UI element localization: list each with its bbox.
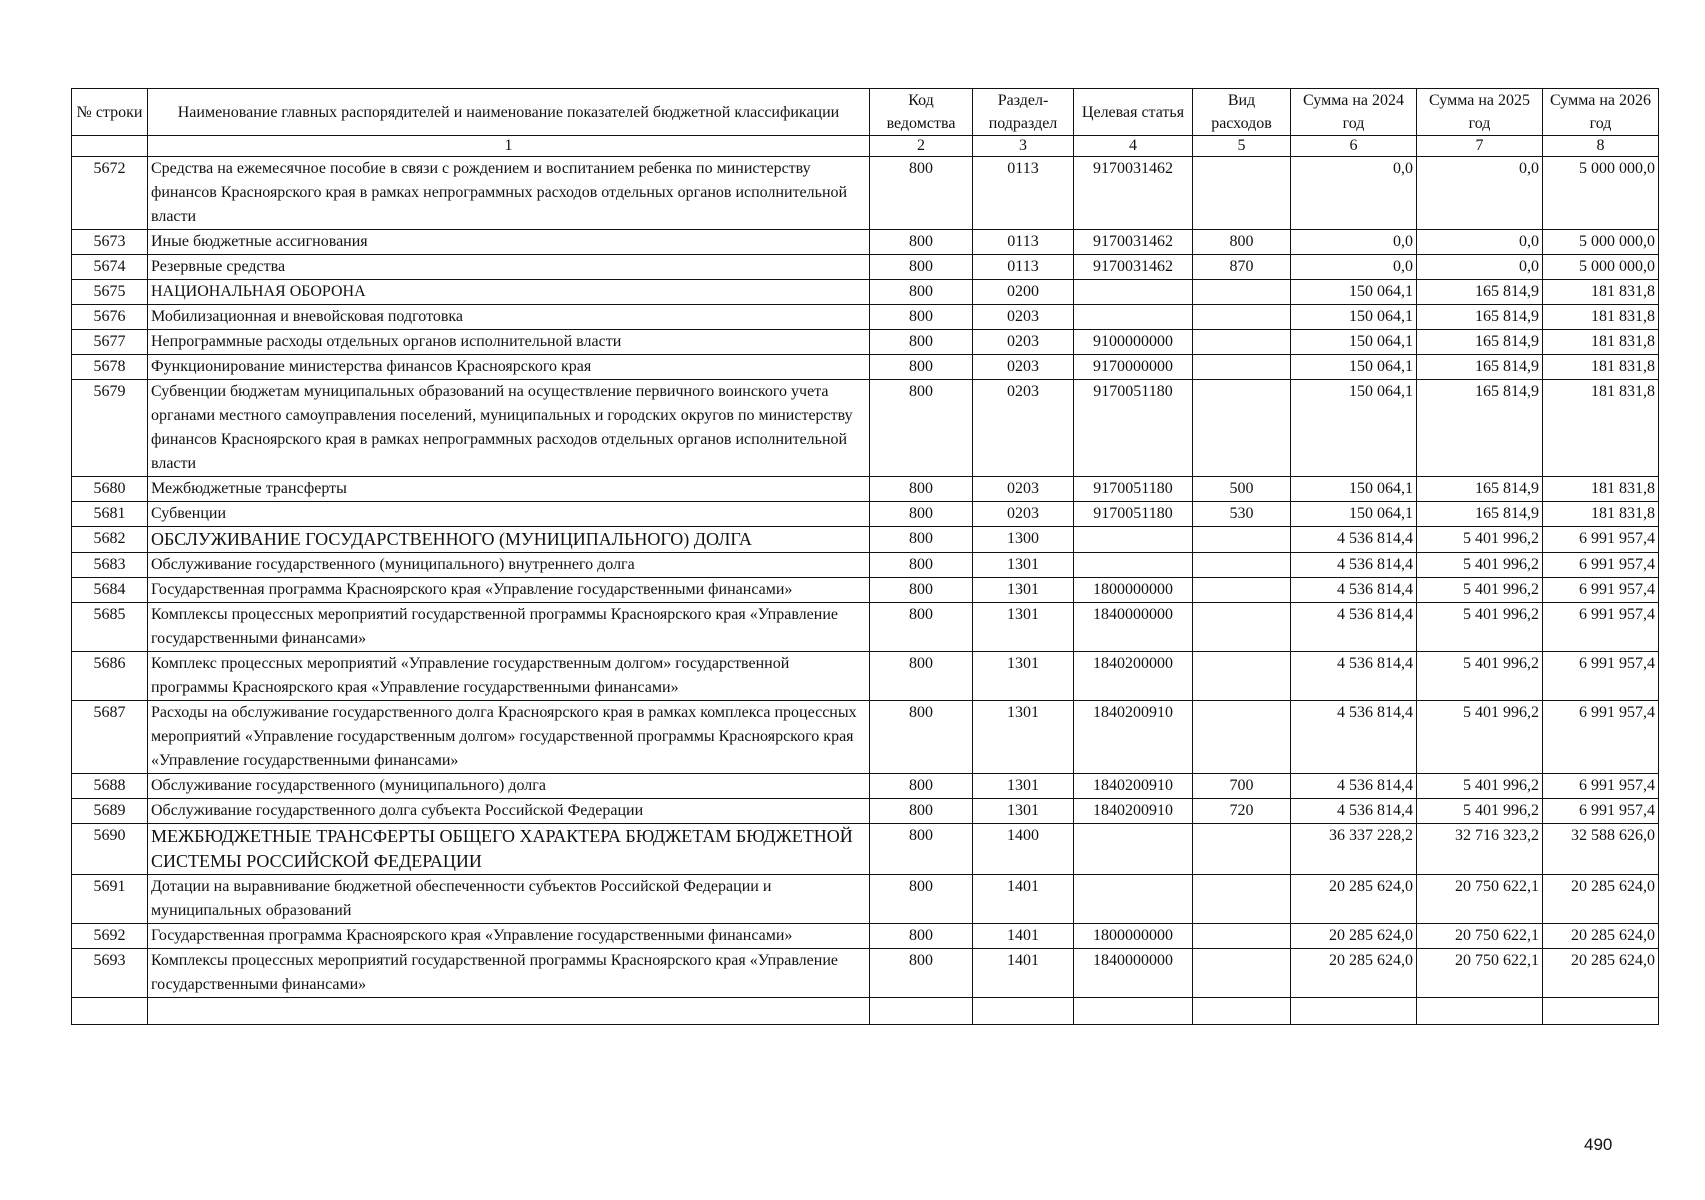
row-number-cell: 5690 <box>72 824 148 875</box>
sum-2024-cell: 0,0 <box>1291 255 1417 280</box>
row-name-cell: Комплекс процессных мероприятий «Управление государственным долгом» государственной программы Красноярского края «Управление государственными финансами» <box>148 652 870 701</box>
sum-2024-cell: 150 064,1 <box>1291 280 1417 305</box>
section-cell: 0113 <box>973 157 1074 230</box>
table-row <box>72 330 1659 355</box>
sum-2025-cell: 165 814,9 <box>1417 477 1543 502</box>
table-row <box>72 380 1659 477</box>
row-name-cell: Расходы на обслуживание государственного долга Красноярского края в рамках комплекса процессных мероприятий «Управление государственным долгом» государственной программы Красноярского края «Управление государственными финансами» <box>148 701 870 774</box>
column-number: 8 <box>1543 136 1659 157</box>
sum-2025-cell: 5 401 996,2 <box>1417 799 1543 824</box>
row-number-cell: 5678 <box>72 355 148 380</box>
column-number: 4 <box>1074 136 1193 157</box>
row-name-cell: Обслуживание государственного долга субъекта Российской Федерации <box>148 799 870 824</box>
section-cell: 0200 <box>973 280 1074 305</box>
row-name-cell: Государственная программа Красноярского края «Управление государственными финансами» <box>148 578 870 603</box>
row-name-cell: Средства на ежемесячное пособие в связи с рождением и воспитанием ребенка по министерству финансов Красноярского края в рамках непрограммных расходов отдельных органов исполнительной власти <box>148 157 870 230</box>
section-cell: 1301 <box>973 553 1074 578</box>
row-number-cell: 5688 <box>72 774 148 799</box>
row-number-cell: 5684 <box>72 578 148 603</box>
target-cell: 9170051180 <box>1074 380 1193 477</box>
target-cell <box>1074 305 1193 330</box>
dept-code-cell: 800 <box>870 355 973 380</box>
row-number-cell: 5681 <box>72 502 148 527</box>
table-row <box>72 701 1659 774</box>
row-name-cell: Обслуживание государственного (муниципального) долга <box>148 774 870 799</box>
exp-type-cell <box>1193 280 1291 305</box>
sum-2024-cell: 4 536 814,4 <box>1291 799 1417 824</box>
sum-2026-cell: 6 991 957,4 <box>1543 578 1659 603</box>
exp-type-cell <box>1193 157 1291 230</box>
sum-2024-cell: 4 536 814,4 <box>1291 553 1417 578</box>
section-cell: 0113 <box>973 255 1074 280</box>
sum-2026-cell: 181 831,8 <box>1543 280 1659 305</box>
column-number: 7 <box>1417 136 1543 157</box>
sum-2025-cell: 165 814,9 <box>1417 380 1543 477</box>
filler-cell <box>1543 998 1659 1025</box>
sum-2026-cell: 181 831,8 <box>1543 355 1659 380</box>
dept-code-cell: 800 <box>870 799 973 824</box>
table-row <box>72 875 1659 924</box>
header-row <box>72 89 1659 136</box>
section-cell: 0203 <box>973 380 1074 477</box>
target-cell: 9170000000 <box>1074 355 1193 380</box>
table-row <box>72 824 1659 875</box>
table-row <box>72 578 1659 603</box>
exp-type-cell <box>1193 355 1291 380</box>
target-cell: 9170051180 <box>1074 502 1193 527</box>
sum-2026-cell: 5 000 000,0 <box>1543 157 1659 230</box>
row-name-cell: Комплексы процессных мероприятий государственной программы Красноярского края «Управление государственными финансами» <box>148 949 870 998</box>
filler-cell <box>1193 998 1291 1025</box>
exp-type-cell: 870 <box>1193 255 1291 280</box>
header-sum-2026: Сумма на 2026 год <box>1543 89 1659 136</box>
table-row <box>72 553 1659 578</box>
header-row-no: № строки <box>72 89 148 136</box>
row-number-cell: 5689 <box>72 799 148 824</box>
table-row <box>72 230 1659 255</box>
row-number-cell: 5685 <box>72 603 148 652</box>
table-row <box>72 924 1659 949</box>
sum-2025-cell: 165 814,9 <box>1417 330 1543 355</box>
exp-type-cell <box>1193 652 1291 701</box>
sum-2025-cell: 32 716 323,2 <box>1417 824 1543 875</box>
sum-2025-cell: 165 814,9 <box>1417 305 1543 330</box>
target-cell: 9170031462 <box>1074 157 1193 230</box>
sum-2025-cell: 5 401 996,2 <box>1417 553 1543 578</box>
section-cell: 0113 <box>973 230 1074 255</box>
sum-2024-cell: 4 536 814,4 <box>1291 774 1417 799</box>
table-row <box>72 652 1659 701</box>
exp-type-cell <box>1193 527 1291 553</box>
target-cell <box>1074 875 1193 924</box>
dept-code-cell: 800 <box>870 305 973 330</box>
dept-code-cell: 800 <box>870 477 973 502</box>
filler-cell <box>1417 998 1543 1025</box>
exp-type-cell: 530 <box>1193 502 1291 527</box>
sum-2025-cell: 20 750 622,1 <box>1417 924 1543 949</box>
section-cell: 0203 <box>973 502 1074 527</box>
sum-2025-cell: 20 750 622,1 <box>1417 949 1543 998</box>
dept-code-cell: 800 <box>870 875 973 924</box>
sum-2024-cell: 4 536 814,4 <box>1291 652 1417 701</box>
sum-2025-cell: 20 750 622,1 <box>1417 875 1543 924</box>
sum-2026-cell: 181 831,8 <box>1543 502 1659 527</box>
row-name-cell: Обслуживание государственного (муниципального) внутреннего долга <box>148 553 870 578</box>
target-cell <box>1074 553 1193 578</box>
header-target: Целевая статья <box>1074 89 1193 136</box>
dept-code-cell: 800 <box>870 280 973 305</box>
filler-cell <box>870 998 973 1025</box>
target-cell: 9170031462 <box>1074 255 1193 280</box>
exp-type-cell <box>1193 380 1291 477</box>
dept-code-cell: 800 <box>870 527 973 553</box>
row-number-cell: 5691 <box>72 875 148 924</box>
table-row <box>72 502 1659 527</box>
target-cell <box>1074 280 1193 305</box>
dept-code-cell: 800 <box>870 578 973 603</box>
row-name-cell: Дотации на выравнивание бюджетной обеспеченности субъектов Российской Федерации и муниципальных образований <box>148 875 870 924</box>
section-cell: 0203 <box>973 330 1074 355</box>
section-cell: 1301 <box>973 652 1074 701</box>
filler-cell <box>973 998 1074 1025</box>
column-number: 2 <box>870 136 973 157</box>
table-filler-row <box>72 998 1659 1025</box>
target-cell <box>1074 527 1193 553</box>
column-number: 5 <box>1193 136 1291 157</box>
sum-2025-cell: 165 814,9 <box>1417 355 1543 380</box>
sum-2024-cell: 150 064,1 <box>1291 330 1417 355</box>
exp-type-cell <box>1193 305 1291 330</box>
row-name-cell: ОБСЛУЖИВАНИЕ ГОСУДАРСТВЕННОГО (МУНИЦИПАЛЬНОГО) ДОЛГА <box>148 527 870 553</box>
exp-type-cell <box>1193 330 1291 355</box>
sum-2025-cell: 5 401 996,2 <box>1417 701 1543 774</box>
column-number: 1 <box>148 136 870 157</box>
row-name-cell: Иные бюджетные ассигнования <box>148 230 870 255</box>
row-number-cell: 5683 <box>72 553 148 578</box>
exp-type-cell <box>1193 875 1291 924</box>
target-cell: 1840200910 <box>1074 701 1193 774</box>
exp-type-cell <box>1193 553 1291 578</box>
sum-2024-cell: 150 064,1 <box>1291 355 1417 380</box>
section-cell: 1300 <box>973 527 1074 553</box>
sum-2024-cell: 20 285 624,0 <box>1291 949 1417 998</box>
header-exp-type: Вид расходов <box>1193 89 1291 136</box>
target-cell: 9100000000 <box>1074 330 1193 355</box>
row-number-cell: 5676 <box>72 305 148 330</box>
row-name-cell: НАЦИОНАЛЬНАЯ ОБОРОНА <box>148 280 870 305</box>
exp-type-cell <box>1193 924 1291 949</box>
filler-cell <box>1074 998 1193 1025</box>
budget-table <box>71 88 1659 1025</box>
dept-code-cell: 800 <box>870 380 973 477</box>
table-row <box>72 774 1659 799</box>
sum-2025-cell: 165 814,9 <box>1417 502 1543 527</box>
table-row <box>72 255 1659 280</box>
header-sum-2025: Сумма на 2025 год <box>1417 89 1543 136</box>
target-cell: 9170051180 <box>1074 477 1193 502</box>
row-number-cell: 5674 <box>72 255 148 280</box>
dept-code-cell: 800 <box>870 553 973 578</box>
sum-2026-cell: 181 831,8 <box>1543 477 1659 502</box>
sum-2024-cell: 150 064,1 <box>1291 477 1417 502</box>
sum-2024-cell: 0,0 <box>1291 157 1417 230</box>
row-name-cell: МЕЖБЮДЖЕТНЫЕ ТРАНСФЕРТЫ ОБЩЕГО ХАРАКТЕРА БЮДЖЕТАМ БЮДЖЕТНОЙ СИСТЕМЫ РОССИЙСКОЙ ФЕДЕРАЦИИ <box>148 824 870 875</box>
table-row <box>72 527 1659 553</box>
sum-2024-cell: 150 064,1 <box>1291 305 1417 330</box>
row-number-cell: 5677 <box>72 330 148 355</box>
sum-2024-cell: 4 536 814,4 <box>1291 527 1417 553</box>
sum-2026-cell: 6 991 957,4 <box>1543 553 1659 578</box>
table-row <box>72 280 1659 305</box>
header-sum-2024: Сумма на 2024 год <box>1291 89 1417 136</box>
sum-2025-cell: 5 401 996,2 <box>1417 578 1543 603</box>
header-name: Наименование главных распорядителей и наименование показателей бюджетной классификации <box>148 89 870 136</box>
sum-2025-cell: 0,0 <box>1417 255 1543 280</box>
sum-2025-cell: 5 401 996,2 <box>1417 603 1543 652</box>
exp-type-cell: 700 <box>1193 774 1291 799</box>
sum-2025-cell: 5 401 996,2 <box>1417 652 1543 701</box>
sum-2024-cell: 36 337 228,2 <box>1291 824 1417 875</box>
row-number-cell: 5680 <box>72 477 148 502</box>
sum-2026-cell: 5 000 000,0 <box>1543 230 1659 255</box>
table-row <box>72 305 1659 330</box>
sum-2026-cell: 5 000 000,0 <box>1543 255 1659 280</box>
header-section: Раздел-подраздел <box>973 89 1074 136</box>
row-name-cell: Межбюджетные трансферты <box>148 477 870 502</box>
filler-cell <box>1291 998 1417 1025</box>
row-name-cell: Функционирование министерства финансов Красноярского края <box>148 355 870 380</box>
dept-code-cell: 800 <box>870 230 973 255</box>
row-name-cell: Государственная программа Красноярского края «Управление государственными финансами» <box>148 924 870 949</box>
section-cell: 1301 <box>973 701 1074 774</box>
sum-2024-cell: 20 285 624,0 <box>1291 875 1417 924</box>
section-cell: 1301 <box>973 799 1074 824</box>
row-number-cell: 5675 <box>72 280 148 305</box>
exp-type-cell <box>1193 824 1291 875</box>
dept-code-cell: 800 <box>870 924 973 949</box>
section-cell: 1401 <box>973 924 1074 949</box>
sum-2024-cell: 4 536 814,4 <box>1291 578 1417 603</box>
dept-code-cell: 800 <box>870 652 973 701</box>
section-cell: 0203 <box>973 305 1074 330</box>
sum-2026-cell: 6 991 957,4 <box>1543 527 1659 553</box>
dept-code-cell: 800 <box>870 949 973 998</box>
section-cell: 1301 <box>973 578 1074 603</box>
table-row <box>72 355 1659 380</box>
dept-code-cell: 800 <box>870 774 973 799</box>
table-row <box>72 603 1659 652</box>
row-number-cell: 5673 <box>72 230 148 255</box>
target-cell: 1840200000 <box>1074 652 1193 701</box>
sum-2026-cell: 6 991 957,4 <box>1543 652 1659 701</box>
sum-2026-cell: 6 991 957,4 <box>1543 603 1659 652</box>
column-number: 3 <box>973 136 1074 157</box>
dept-code-cell: 800 <box>870 255 973 280</box>
row-number-cell: 5692 <box>72 924 148 949</box>
table-body <box>72 157 1659 1025</box>
section-cell: 0203 <box>973 355 1074 380</box>
sum-2026-cell: 181 831,8 <box>1543 305 1659 330</box>
column-number: 6 <box>1291 136 1417 157</box>
exp-type-cell <box>1193 578 1291 603</box>
exp-type-cell <box>1193 603 1291 652</box>
sum-2026-cell: 181 831,8 <box>1543 330 1659 355</box>
exp-type-cell: 800 <box>1193 230 1291 255</box>
dept-code-cell: 800 <box>870 701 973 774</box>
sum-2024-cell: 0,0 <box>1291 230 1417 255</box>
sum-2026-cell: 6 991 957,4 <box>1543 774 1659 799</box>
target-cell: 9170031462 <box>1074 230 1193 255</box>
row-number-cell: 5682 <box>72 527 148 553</box>
row-name-cell: Мобилизационная и вневойсковая подготовка <box>148 305 870 330</box>
row-number-cell: 5672 <box>72 157 148 230</box>
sum-2025-cell: 5 401 996,2 <box>1417 527 1543 553</box>
sum-2024-cell: 150 064,1 <box>1291 502 1417 527</box>
sum-2025-cell: 165 814,9 <box>1417 280 1543 305</box>
exp-type-cell <box>1193 949 1291 998</box>
sum-2026-cell: 32 588 626,0 <box>1543 824 1659 875</box>
row-name-cell: Субвенции <box>148 502 870 527</box>
section-cell: 1400 <box>973 824 1074 875</box>
row-number-cell: 5687 <box>72 701 148 774</box>
exp-type-cell <box>1193 701 1291 774</box>
table-row <box>72 477 1659 502</box>
target-cell: 1840000000 <box>1074 949 1193 998</box>
sum-2026-cell: 6 991 957,4 <box>1543 701 1659 774</box>
sum-2026-cell: 6 991 957,4 <box>1543 799 1659 824</box>
sum-2025-cell: 0,0 <box>1417 157 1543 230</box>
exp-type-cell: 720 <box>1193 799 1291 824</box>
column-number-blank <box>72 136 148 157</box>
page-number: 490 <box>1584 1135 1613 1154</box>
table-row <box>72 949 1659 998</box>
dept-code-cell: 800 <box>870 603 973 652</box>
target-cell: 1840000000 <box>1074 603 1193 652</box>
row-number-cell: 5693 <box>72 949 148 998</box>
sum-2025-cell: 0,0 <box>1417 230 1543 255</box>
section-cell: 1401 <box>973 949 1074 998</box>
row-number-cell: 5679 <box>72 380 148 477</box>
sum-2025-cell: 5 401 996,2 <box>1417 774 1543 799</box>
target-cell: 1840200910 <box>1074 774 1193 799</box>
dept-code-cell: 800 <box>870 824 973 875</box>
table-row <box>72 157 1659 230</box>
dept-code-cell: 800 <box>870 502 973 527</box>
header-dept-code: Код ведомства <box>870 89 973 136</box>
column-number-row <box>72 136 1659 157</box>
table-row <box>72 799 1659 824</box>
sum-2026-cell: 181 831,8 <box>1543 380 1659 477</box>
sum-2026-cell: 20 285 624,0 <box>1543 924 1659 949</box>
section-cell: 1401 <box>973 875 1074 924</box>
row-name-cell: Резервные средства <box>148 255 870 280</box>
row-name-cell: Субвенции бюджетам муниципальных образований на осуществление первичного воинского учета органами местного самоуправления поселений, муниципальных и городских округов по министерству финансов Красноярского края в рамках непрограммных расходов отдельных органов исполнительной власти <box>148 380 870 477</box>
exp-type-cell: 500 <box>1193 477 1291 502</box>
section-cell: 1301 <box>973 774 1074 799</box>
filler-cell <box>72 998 148 1025</box>
section-cell: 1301 <box>973 603 1074 652</box>
sum-2024-cell: 150 064,1 <box>1291 380 1417 477</box>
filler-cell <box>148 998 870 1025</box>
target-cell: 1840200910 <box>1074 799 1193 824</box>
dept-code-cell: 800 <box>870 157 973 230</box>
sum-2024-cell: 4 536 814,4 <box>1291 701 1417 774</box>
row-number-cell: 5686 <box>72 652 148 701</box>
row-name-cell: Комплексы процессных мероприятий государственной программы Красноярского края «Управление государственными финансами» <box>148 603 870 652</box>
sum-2026-cell: 20 285 624,0 <box>1543 875 1659 924</box>
target-cell <box>1074 824 1193 875</box>
sum-2026-cell: 20 285 624,0 <box>1543 949 1659 998</box>
sum-2024-cell: 20 285 624,0 <box>1291 924 1417 949</box>
dept-code-cell: 800 <box>870 330 973 355</box>
target-cell: 1800000000 <box>1074 578 1193 603</box>
sum-2024-cell: 4 536 814,4 <box>1291 603 1417 652</box>
target-cell: 1800000000 <box>1074 924 1193 949</box>
row-name-cell: Непрограммные расходы отдельных органов исполнительной власти <box>148 330 870 355</box>
section-cell: 0203 <box>973 477 1074 502</box>
